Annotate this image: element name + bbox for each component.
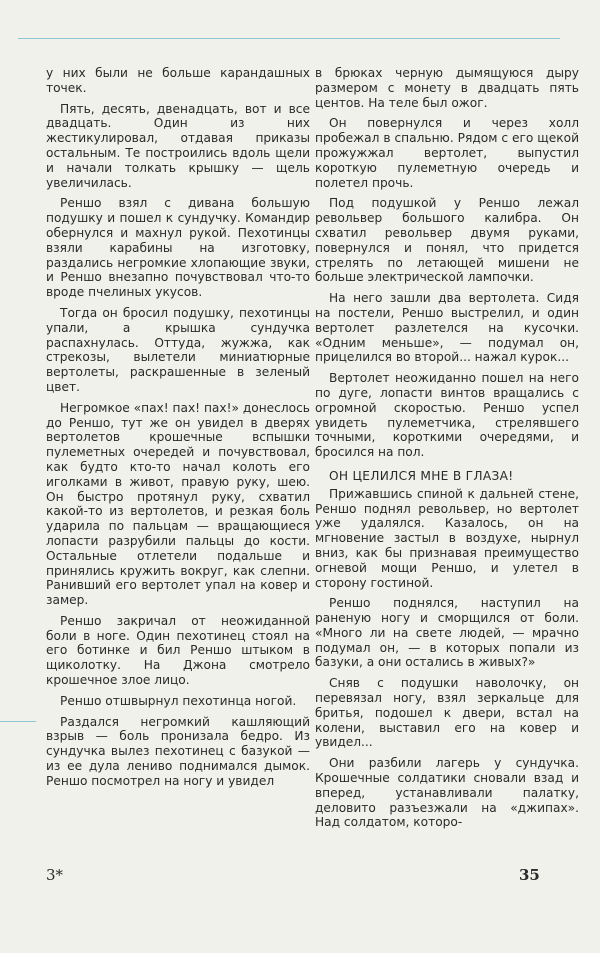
paragraph: в брюках черную дымящуюся дыру размером с монету в двадцать пять центов. На теле был ожог. — [315, 66, 579, 110]
paragraph: Сняв с подушки наволочку, он перевязал ногу, взял зеркальце для бритья, подошел к двери, встал на колени, выставил его на ковер и увидел... — [315, 676, 579, 750]
paragraph: Под подушкой у Реншо лежал револьвер большого калибра. Он схватил револьвер двумя руками, повернулся и понял, что придется стрелять по летающей мишени не больше электрической лампочки. — [315, 196, 579, 285]
paragraph: Реншо поднялся, наступил на раненую ногу и сморщился от боли. «Много ли на свете людей, — мрачно подумал он, — в которых попали из базуки, а они остались в живых?» — [315, 596, 579, 670]
paragraph: Они разбили лагерь у сундучка. Крошечные солдатики сновали взад и вперед, устанавливали палатку, деловито разъезжали на «джипах». Над солдатом, которо- — [315, 756, 579, 830]
paragraph: Вертолет неожиданно пошел на него по дуге, лопасти винтов вращались с огромной скоростью. Реншо успел увидеть пулеметчика, стрелявшего точными, короткими очередями, и бросился на пол. — [315, 371, 579, 460]
left-column — [46, 66, 310, 795]
paragraph: у них были не больше карандашных точек. — [46, 66, 310, 95]
paragraph: Тогда он бросил подушку, пехотинцы упали, а крышка сундучка распахнулась. Оттуда, жужжа, как стрекозы, вылетели миниатюрные вертолеты, раскрашенные в зеленый цвет. — [46, 305, 310, 394]
paragraph: Прижавшись спиной к дальней стене, Реншо поднял револьвер, но вертолет уже удалялся. Казалось, он на мгновение застыл в воздухе, нырнул вниз, как бы признавая преимущество огневой мощи Реншо, и улетел в сторону гостиной. — [315, 486, 579, 590]
paragraph: Реншо отшвырнул пехотинца ногой. — [60, 693, 297, 708]
paragraph: Реншо взял с дивана большую подушку и пошел к сундучку. Командир обернулся и махнул рукой. Пехотинцы взяли карабины на изготовку, раздались негромкие хлопающие звуки, и Реншо внезапно почувствовал что-то вроде пчелиных укусов. — [46, 196, 310, 300]
right-column — [315, 66, 579, 836]
paragraph: Раздался негромкий кашляющий взрыв — боль пронизала бедро. Из сундучка вылез пехотинец с базукой — из ее дула лениво поднимался дымок. Реншо посмотрел на ногу и увидел — [46, 714, 310, 788]
top-divider — [18, 38, 560, 39]
paragraph: На него зашли два вертолета. Сидя на постели, Реншо выстрелил, и один вертолет разлетелся на кусочки. «Одним меньше», — подумал он, прицелился во второй... нажал курок... — [315, 291, 579, 365]
paragraph: Пять, десять, двенадцать, вот и все двадцать. Один из них жестикулировал, отдавая приказы остальным. Те построились вдоль щели и начали толкать крышку — щель увеличилась. — [46, 101, 310, 190]
margin-divider — [0, 721, 36, 722]
paragraph: Он повернулся и через холл пробежал в спальню. Рядом с его щекой прожужжал вертолет, выпустил короткую пулеметную очередь и полетел прочь. — [315, 116, 579, 190]
signature-mark: 3* — [46, 866, 64, 884]
page-number: 35 — [519, 866, 540, 884]
paragraph: Негромкое «пах! пах! пах!» донеслось до Реншо, тут же он увидел в дверях вертолетов крошечные вспышки пулеметных очередей и почувствовал, как будто кто-то начал колоть его иголками в живот, правую руку, шею. Он быстро протянул руку, схватил какой-то из вертолетов, и резкая боль ударила по пальцам — вращающиеся лопасти разрубили пальцы до кости. Остальные отлетели подальше и принялись кружить вокруг, как слепни. Ранивший его вертолет упал на ковер и замер. — [46, 400, 310, 608]
paragraph: Реншо закричал от неожиданной боли в ноге. Один пехотинец стоял на его ботинке и бил Реншо штыком в щиколотку. На Джона смотрело крошечное злое лицо. — [46, 613, 310, 688]
section-heading: ОН ЦЕЛИЛСЯ МНЕ В ГЛАЗА! — [329, 468, 514, 483]
